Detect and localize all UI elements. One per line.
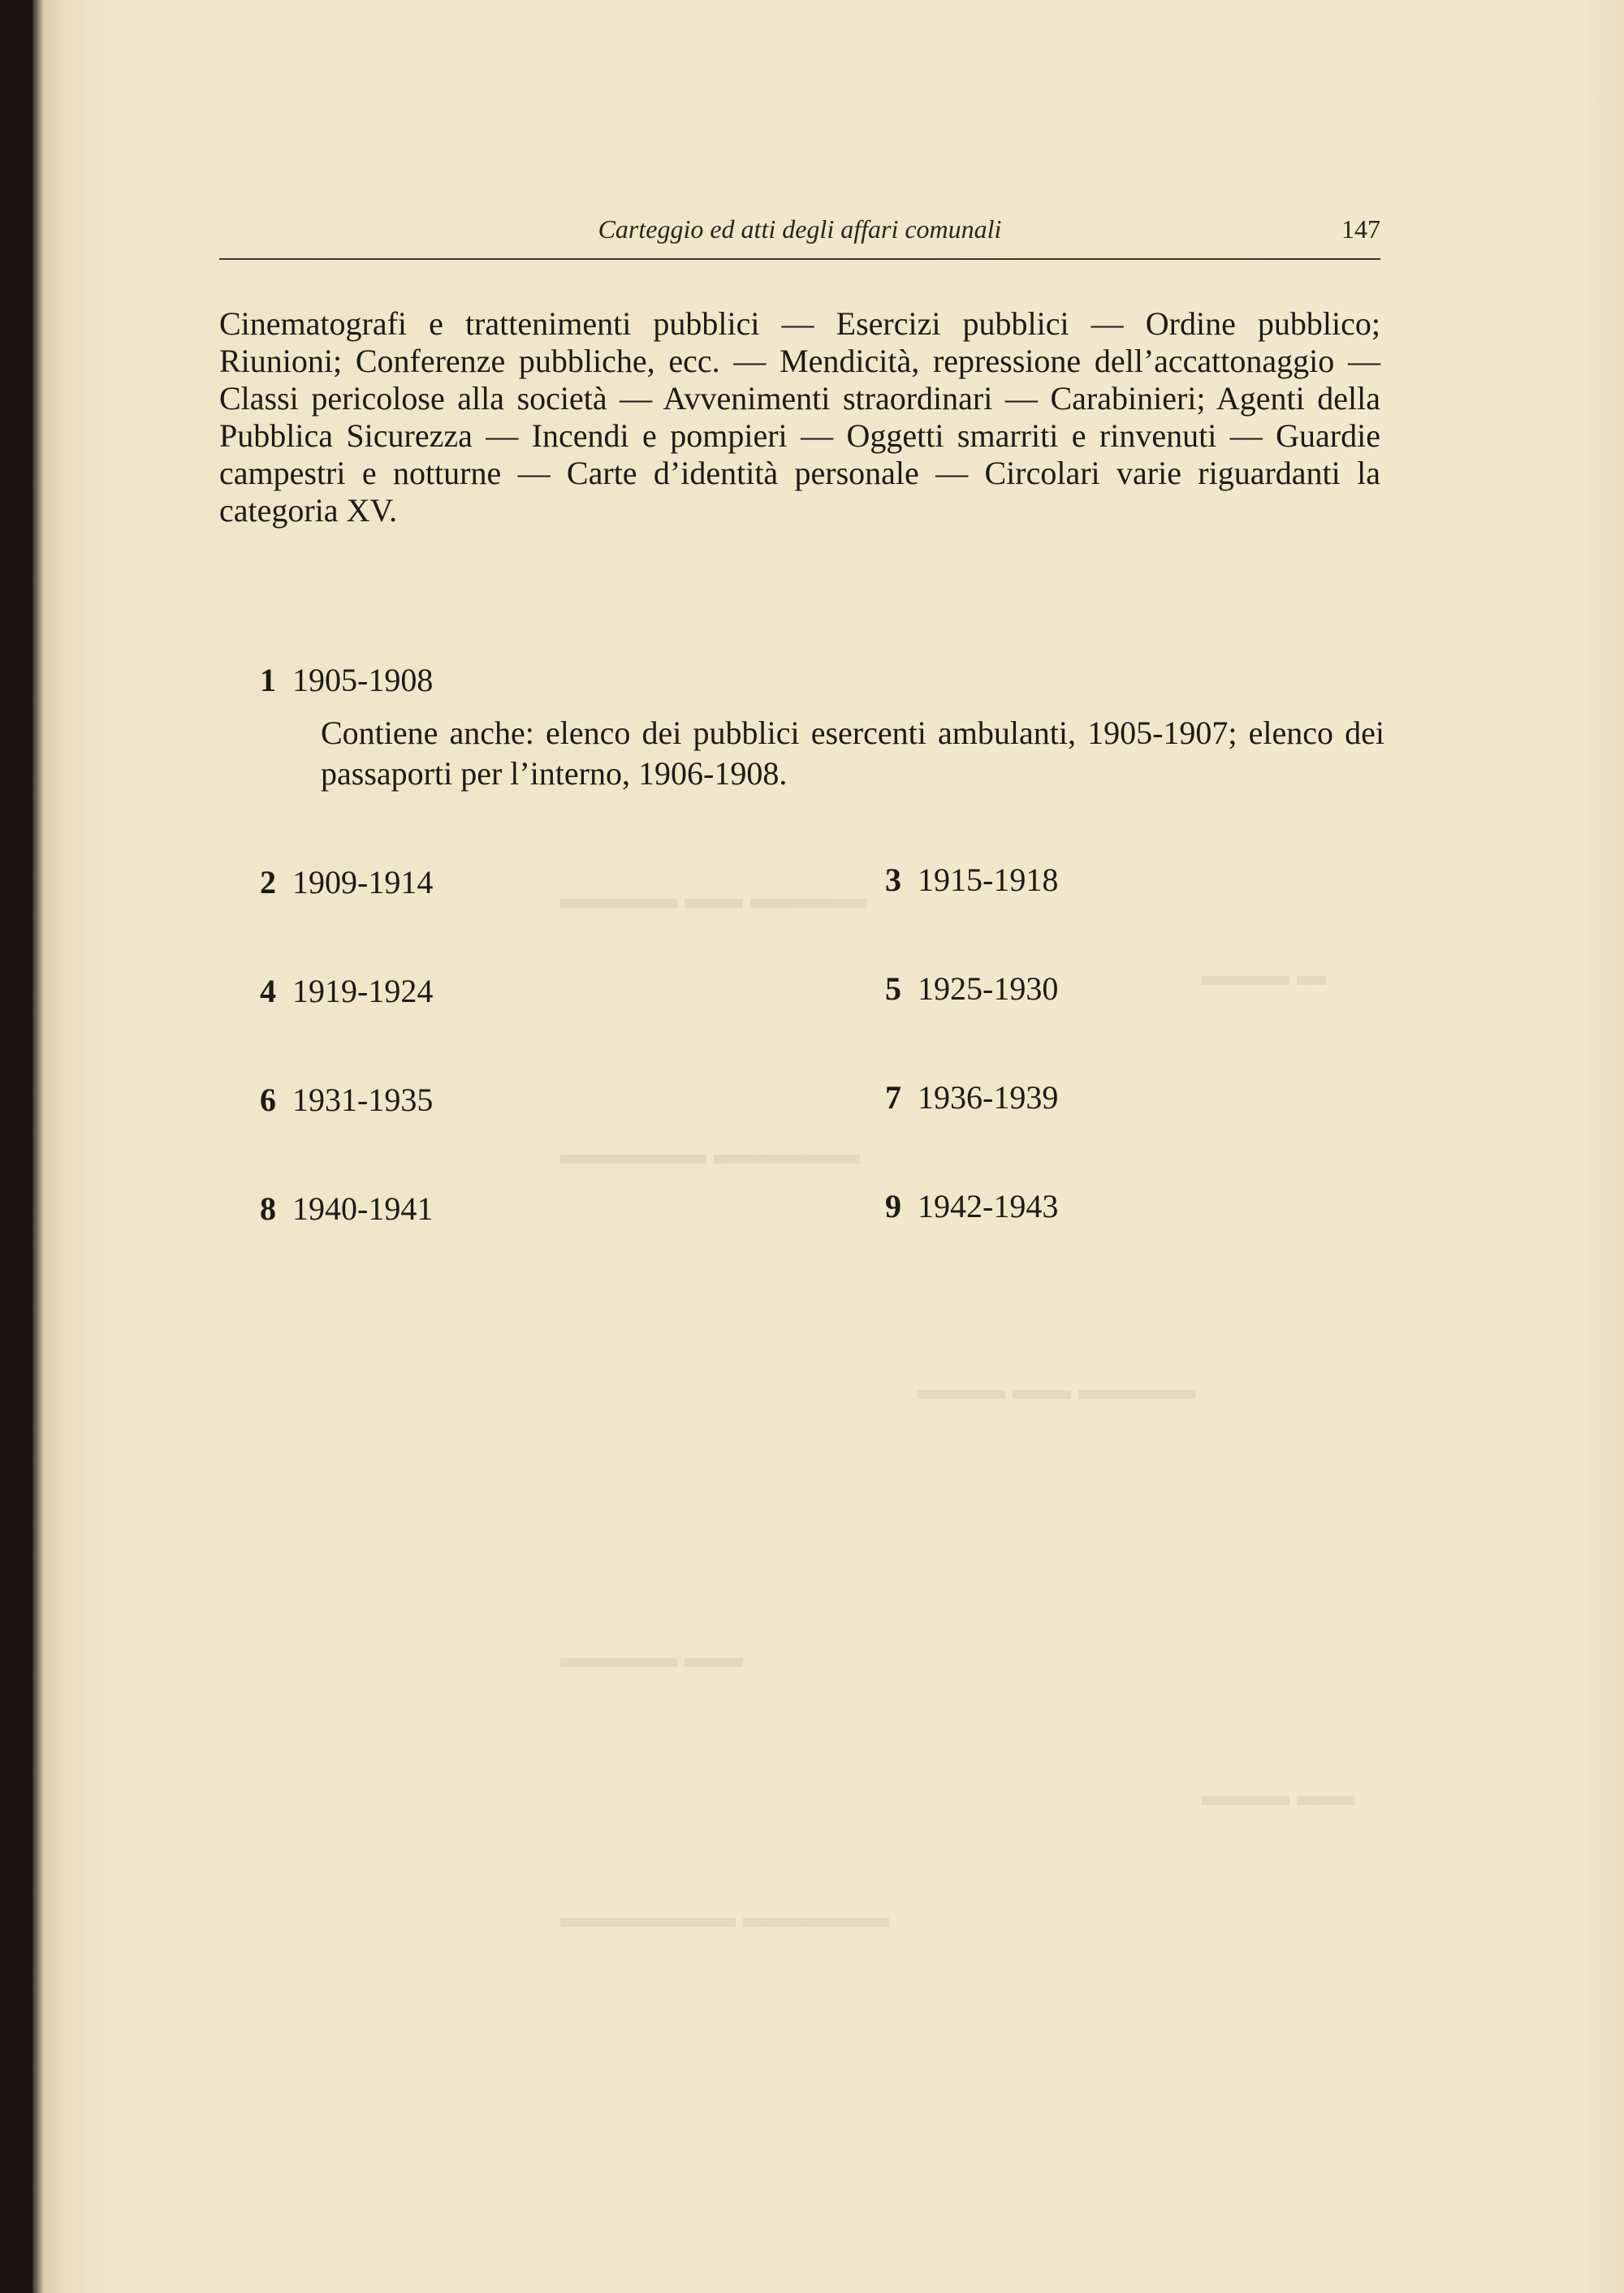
entry-dates: 1915-1918 [918, 861, 1059, 898]
entry-dates: 1919-1924 [292, 973, 434, 1009]
page-number: 147 [1341, 214, 1380, 244]
entry-number: 9 [885, 1188, 901, 1224]
entry-number: 7 [885, 1079, 901, 1116]
entry-number: 2 [260, 864, 276, 900]
entry-number: 3 [885, 861, 901, 898]
entry-dates: 1905-1908 [292, 662, 434, 698]
running-head [219, 209, 1380, 260]
show-through-mark: ▬▬▬ ▬▬ ▬▬▬▬ [918, 1373, 1195, 1406]
show-through-mark: ▬▬▬▬▬▬ ▬▬▬▬▬ [560, 1901, 889, 1933]
entry-number: 5 [885, 970, 901, 1007]
show-through-mark: ▬▬▬▬ ▬▬ [560, 1641, 743, 1673]
show-through-mark: ▬▬▬ ▬ [1202, 959, 1326, 991]
entry-dates: 1940-1941 [292, 1190, 434, 1227]
category-description: Cinematografi e trattenimenti pubblici — Esercizi pubblici — Ordine pubblico; Riunioni; Conferenze pubbliche, ecc. — Mendicità, repressione dell’accattonaggio — Classi pericolose alla società — Avvenimenti straordinari — Carabinieri; Agenti della Pubblica Sicurezza — Incendi e pompieri — Oggetti smarriti e rinvenuti — Guardie campestri e notturne — Carte d’identità personale — Circolari varie riguardanti la categoria XV. [219, 305, 1380, 529]
running-title: Carteggio ed atti degli affari comunali [598, 214, 1002, 244]
entry-dates: 1942-1943 [918, 1188, 1059, 1224]
book-spine-shadow [32, 0, 44, 2293]
entry-dates: 1936-1939 [918, 1079, 1059, 1116]
entry-dates: 1925-1930 [918, 970, 1059, 1007]
entry-dates: 1931-1935 [292, 1082, 434, 1118]
show-through-mark: ▬▬▬ ▬▬ [1202, 1779, 1355, 1812]
entry-number: 6 [260, 1082, 276, 1118]
entry-number: 8 [260, 1190, 276, 1227]
entry-number: 1 [260, 662, 276, 698]
entry-dates: 1909-1914 [292, 864, 434, 900]
entry-1-note: Contiene anche: elenco dei pubblici esercenti ambulanti, 1905-1907; elenco dei passaporti per l’interno, 1906-1908. [321, 715, 1384, 792]
show-through-mark: ▬▬▬▬▬ ▬▬▬▬▬ [560, 1138, 860, 1170]
entry-number: 4 [260, 973, 276, 1009]
show-through-mark: ▬▬▬▬ ▬▬ ▬▬▬▬ [560, 882, 867, 914]
